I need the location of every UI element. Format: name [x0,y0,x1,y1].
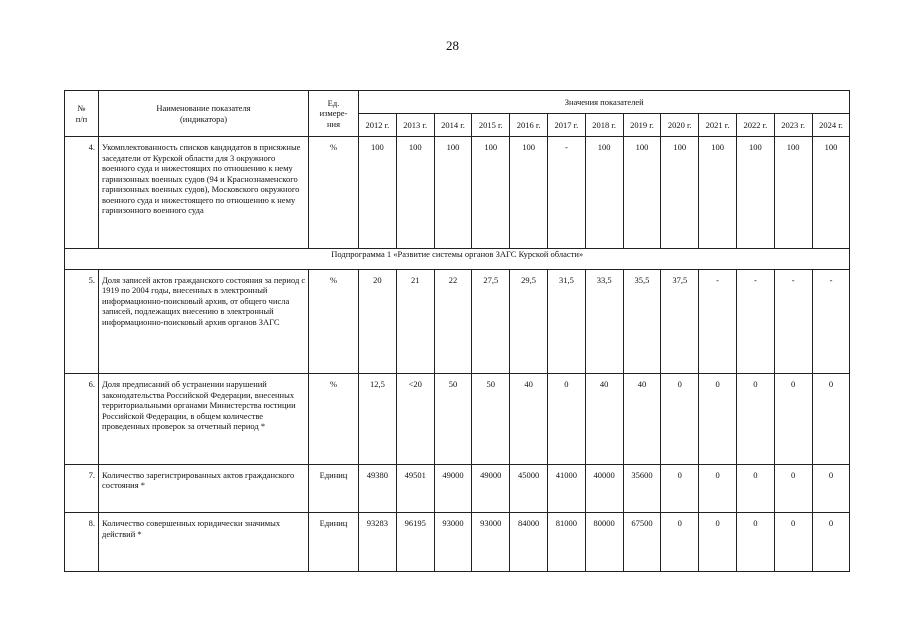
row-value: 35,5 [623,269,661,373]
row-value: 0 [547,374,585,464]
subprogram-title: Подпрограмма 1 «Развитие системы органов ЗАГС Курской области» [65,248,850,269]
row-value: 84000 [510,513,548,572]
row-value: 100 [661,137,699,249]
row-unit: Единиц [309,464,359,513]
row-value: 81000 [547,513,585,572]
header-year: 2015 г. [472,114,510,137]
table-row [65,269,850,373]
row-unit: % [309,374,359,464]
row-value: 49501 [396,464,434,513]
row-value: 21 [396,269,434,373]
row-value: 50 [472,374,510,464]
row-value: 0 [661,374,699,464]
row-value: 100 [434,137,472,249]
row-name: Количество зарегистрированных актов гражданского состояния * [99,464,309,513]
row-value: 22 [434,269,472,373]
row-value: 49380 [359,464,397,513]
header-name: Наименование показателя (индикатора) [99,91,309,137]
row-unit: % [309,269,359,373]
row-value: 40 [585,374,623,464]
table-row [65,464,850,513]
row-value: 100 [359,137,397,249]
row-value: 40 [623,374,661,464]
row-value: 45000 [510,464,548,513]
row-value: 100 [699,137,737,249]
row-value: 100 [774,137,812,249]
row-value: 100 [472,137,510,249]
row-value: 40000 [585,464,623,513]
row-value: - [699,269,737,373]
row-value: - [774,269,812,373]
header-year: 2012 г. [359,114,397,137]
page-number: 28 [446,38,459,53]
row-value: 49000 [472,464,510,513]
row-value: - [547,137,585,249]
row-num: 7. [65,464,99,513]
header-unit: Ед. измере- ния [309,91,359,137]
row-value: - [812,269,850,373]
header-year: 2016 г. [510,114,548,137]
row-num: 4. [65,137,99,249]
row-value: 0 [812,513,850,572]
header-year: 2013 г. [396,114,434,137]
row-num: 8. [65,513,99,572]
row-value: 0 [774,374,812,464]
row-name: Укомплектованность списков кандидатов в присяжные заседатели от Курской области для 3 окружного военного суда и нижестоящих по отношению к нему гарнизонных военных судов (94 и Краснознаменского гарнизонных военных судов), Московского окружного военного суда и нижестоящего по отношению к нему гарнизонного военного суда [99,137,309,249]
subprogram-row [65,248,850,269]
row-value: 100 [736,137,774,249]
header-year: 2021 г. [699,114,737,137]
row-value: 67500 [623,513,661,572]
row-value: 100 [623,137,661,249]
row-value: 80000 [585,513,623,572]
row-value: 93000 [472,513,510,572]
table-row [65,137,850,249]
row-value: 0 [661,464,699,513]
header-year: 2020 г. [661,114,699,137]
header-year: 2017 г. [547,114,585,137]
indicators-table [64,90,850,572]
header-year: 2018 г. [585,114,623,137]
row-value: 0 [736,464,774,513]
header-year: 2019 г. [623,114,661,137]
header-values-title: Значения показателей [359,91,850,114]
row-value: 0 [812,464,850,513]
row-value: 12,5 [359,374,397,464]
row-name: Доля предписаний об устранении нарушений законодательства Российской Федерации, внесенных территориальными органами Министерства юстиции Российской Федерации, в общем количестве проведенных проверок за отчетный период * [99,374,309,464]
row-value: 100 [585,137,623,249]
row-value: 41000 [547,464,585,513]
header-year: 2014 г. [434,114,472,137]
row-value: 0 [812,374,850,464]
row-num: 6. [65,374,99,464]
row-value: 35600 [623,464,661,513]
row-value: 0 [699,374,737,464]
row-value: 49000 [434,464,472,513]
row-name: Доля записей актов гражданского состояния за период с 1919 по 2004 годы, внесенных в электронный информационно-поисковый архив, от общего числа записей, подлежащих внесению в электронный информационно-поисковый архив органов ЗАГС [99,269,309,373]
row-value: 100 [396,137,434,249]
row-value: 40 [510,374,548,464]
row-value: 0 [699,513,737,572]
row-value: 29,5 [510,269,548,373]
header-year: 2024 г. [812,114,850,137]
header-num: № п/п [65,91,99,137]
header-year: 2022 г. [736,114,774,137]
row-value: 0 [774,513,812,572]
row-value: 0 [661,513,699,572]
row-value: 50 [434,374,472,464]
row-value: 0 [774,464,812,513]
row-value: 20 [359,269,397,373]
row-value: - [736,269,774,373]
row-value: 0 [699,464,737,513]
row-value: 0 [736,513,774,572]
row-name: Количество совершенных юридически значимых действий * [99,513,309,572]
row-value: 31,5 [547,269,585,373]
row-unit: Единиц [309,513,359,572]
header-year: 2023 г. [774,114,812,137]
row-value: 93283 [359,513,397,572]
table-row [65,513,850,572]
row-value: 93000 [434,513,472,572]
row-value: 100 [510,137,548,249]
row-value: 0 [736,374,774,464]
row-value: 27,5 [472,269,510,373]
row-value: 33,5 [585,269,623,373]
row-value: 96195 [396,513,434,572]
table-row [65,374,850,464]
row-value: <20 [396,374,434,464]
row-num: 5. [65,269,99,373]
row-value: 37,5 [661,269,699,373]
row-unit: % [309,137,359,249]
row-value: 100 [812,137,850,249]
